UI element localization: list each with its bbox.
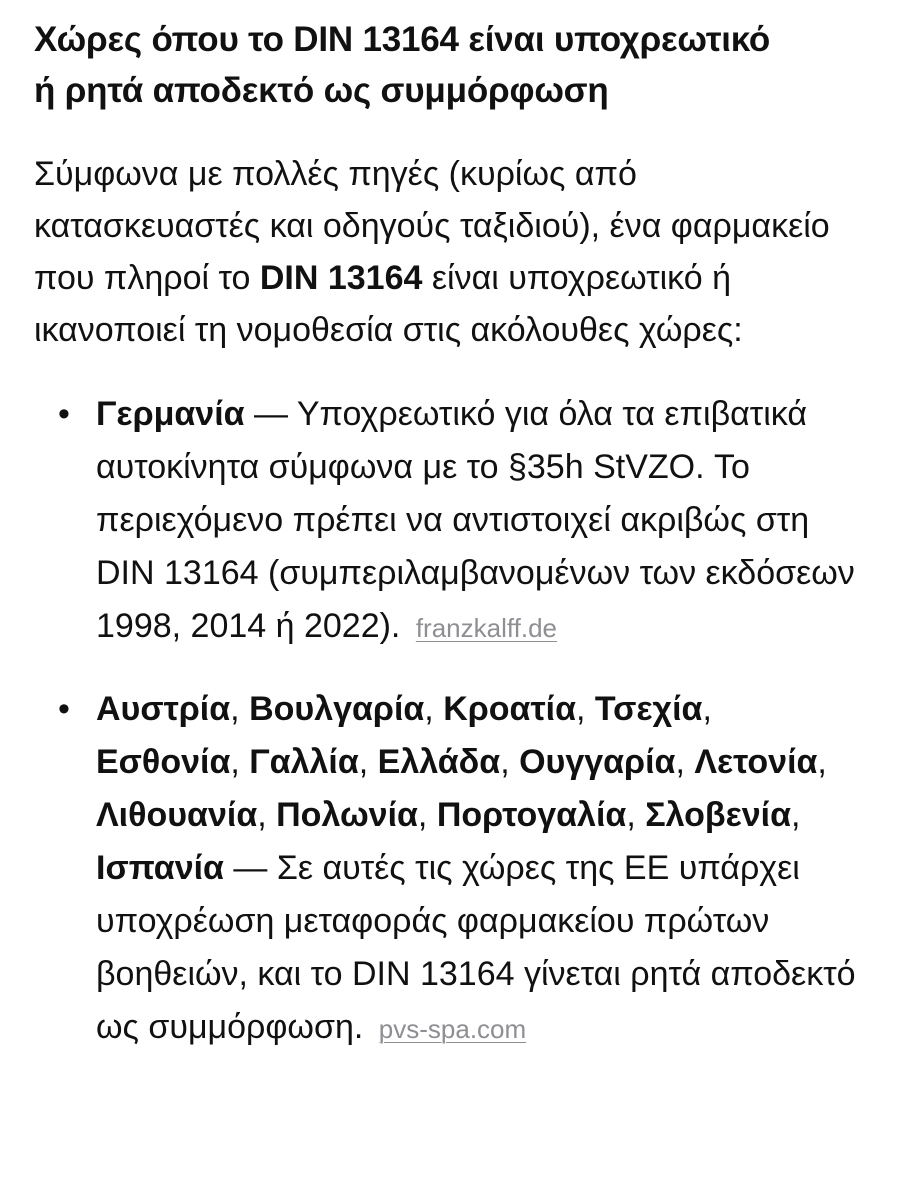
country-name-bold: Ισπανία xyxy=(96,849,224,887)
comma-separator: , xyxy=(626,796,646,834)
comma-separator: , xyxy=(358,743,378,781)
comma-separator: , xyxy=(230,743,250,781)
comma-separator: , xyxy=(817,743,827,781)
comma-separator: , xyxy=(675,743,695,781)
heading-line-2: ή ρητά αποδεκτό ως συμμόρφωση xyxy=(34,71,609,110)
country-name-bold: Ελλάδα xyxy=(377,743,501,781)
country-name-bold: Λιθουανία xyxy=(96,796,258,834)
comma-separator: , xyxy=(702,690,712,728)
heading-line-1: Χώρες όπου το DIN 13164 είναι υποχρεωτικό xyxy=(34,20,771,59)
country-list xyxy=(34,388,864,1056)
source-link[interactable]: pvs-spa.com xyxy=(378,1014,527,1044)
list-item-germany xyxy=(34,388,864,655)
intro-text-end: είναι υποχρεωτικό ή ικανοποιεί τη νομοθεσία στις ακόλουθες χώρες: xyxy=(34,259,743,349)
country-name-bold: Γερμανία xyxy=(96,395,245,433)
country-name-bold: Τσεχία xyxy=(594,690,703,728)
comma-separator: , xyxy=(791,796,801,834)
country-name-bold: Λετονία xyxy=(694,743,818,781)
intro-paragraph xyxy=(34,148,864,356)
comma-separator: , xyxy=(230,690,250,728)
country-name-bold: Εσθονία xyxy=(96,743,231,781)
list-item-text: — Σε αυτές τις χώρες της ΕΕ υπάρχει υποχρέωση μεταφοράς φαρμακείου πρώτων βοηθειών, και το DIN 13164 γίνεται ρητά αποδεκτό ως συμμόρφωση. xyxy=(96,849,856,1046)
country-name-bold: Γαλλία xyxy=(249,743,359,781)
list-item-text: — Υποχρεωτικό για όλα τα επιβατικά αυτοκίνητα σύμφωνα με το §35h StVZO. Το περιεχόμενο πρέπει να αντιστοιχεί ακριβώς στη DIN 13164 (συμπεριλαμβανομένων των εκδόσεων 1998, 2014 ή 2022). xyxy=(96,395,855,645)
intro-bold-standard: DIN 13164 xyxy=(259,259,423,297)
bullet-dot-icon: • xyxy=(58,690,70,728)
comma-separator: , xyxy=(575,690,595,728)
section-heading xyxy=(34,14,864,116)
comma-separator: , xyxy=(257,796,277,834)
country-name-bold: Πορτογαλία xyxy=(436,796,627,834)
country-name-bold: Αυστρία xyxy=(96,690,231,728)
country-name-bold: Σλοβενία xyxy=(645,796,792,834)
bullet-dot-icon: • xyxy=(58,395,70,433)
intro-text-start: Σύμφωνα με πολλές πηγές (κυρίως από κατασκευαστές και οδηγούς ταξιδιού), ένα φαρμακείο που πληροί το xyxy=(34,155,830,297)
country-name-bold: Βουλγαρία xyxy=(249,690,425,728)
source-link[interactable]: franzkalff.de xyxy=(415,613,557,643)
country-name-bold: Κροατία xyxy=(443,690,576,728)
list-item-eu-countries xyxy=(34,683,864,1056)
country-name-bold: Πολωνία xyxy=(276,796,418,834)
comma-separator: , xyxy=(424,690,444,728)
country-name-bold: Ουγγαρία xyxy=(519,743,676,781)
comma-separator: , xyxy=(417,796,437,834)
comma-separator: , xyxy=(500,743,520,781)
